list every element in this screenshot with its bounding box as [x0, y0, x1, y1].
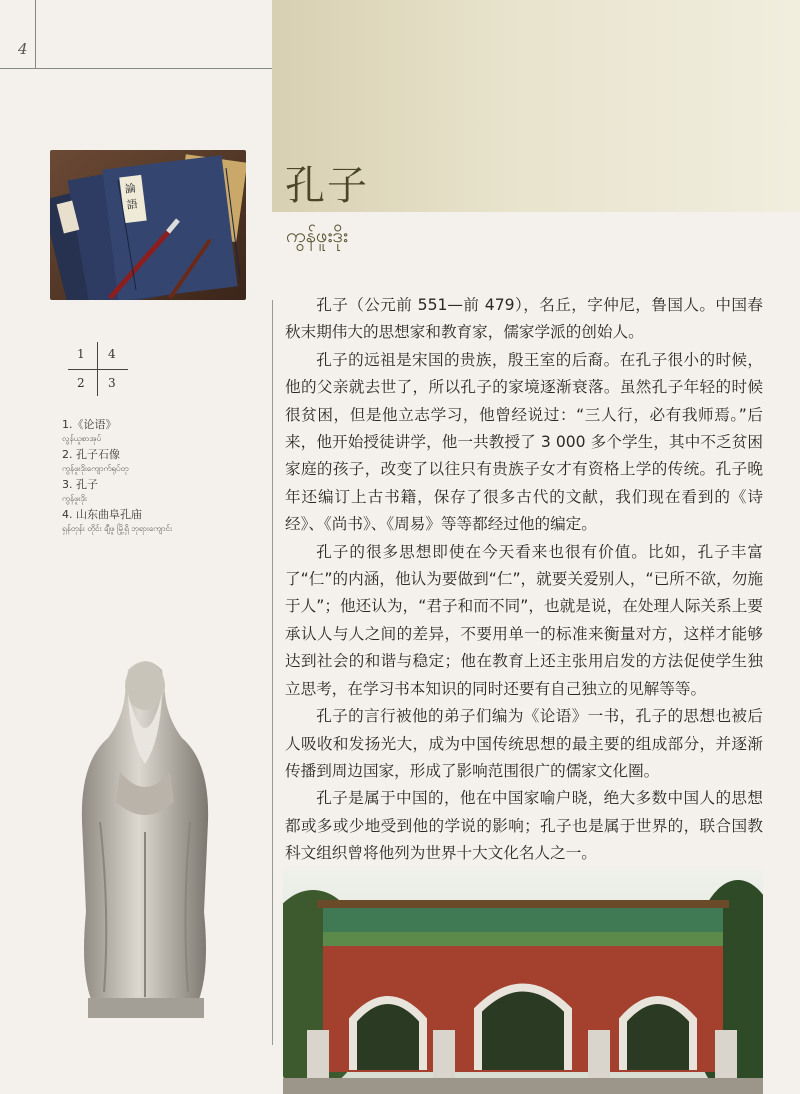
caption-4-my: ရှန်တုန်း တိုင်း ချီဖူ မြို့ရှိ ဘုရားကျောင်း: [62, 524, 173, 533]
column-divider: [272, 300, 273, 1045]
caption-4-zh: 4. 山东曲阜孔庙: [62, 508, 142, 521]
figure-index-grid: [68, 340, 128, 398]
caption-2-zh: 2. 孔子石像: [62, 448, 120, 461]
caption-1-zh: 1.《论语》: [62, 418, 117, 431]
page-subtitle-burmese: ကွန်ဖူးဒိုး: [286, 223, 348, 247]
confucius-temple-gate-photo: [283, 870, 763, 1094]
article-body: [285, 292, 763, 868]
grid-cell-3: 3: [108, 376, 116, 390]
paragraph-5: 孔子是属于中国的，他在中国家喻户晓，绝大多数中国人的思想都或多或少地受到他的学说的影响；孔子也是属于世界的，联合国教科文组织曾将他列为世界十大文化名人之一。: [285, 789, 763, 863]
page-number: 4: [18, 40, 28, 58]
grid-horizontal-line: [68, 369, 128, 370]
paragraph-3: 孔子的很多思想即使在今天看来也很有价值。比如，孔子丰富了“仁”的内涵，他认为要做到“仁”，就要关爱别人，“已所不欲，勿施于人”；他还认为，“君子和而不同”，也就是说，在处理人际关系上要承认人与人之间的差异，不要用单一的标准来衡量对方，这样才能够达到社会的和谐与稳定；他在教育上还主张用启发的方法促使学生独立思考，在学习书本知识的同时还要有自己独立的见解等等。: [285, 542, 763, 698]
top-vertical-rule: [35, 0, 36, 68]
top-horizontal-rule: [0, 68, 272, 69]
grid-cell-2: 2: [77, 376, 85, 390]
paragraph-4: 孔子的言行被他的弟子们编为《论语》一书，孔子的思想也被后人吸收和发扬光大，成为中国传统思想的最主要的组成部分，并逐渐传播到周边国家，形成了影响范围很广的儒家文化圈。: [285, 707, 763, 780]
caption-1-my: လွန်ယူစာအုပ်: [62, 434, 102, 443]
svg-text:論: 論: [123, 181, 137, 196]
page-title: 孔子: [285, 163, 369, 209]
grid-cell-4: 4: [108, 347, 116, 361]
paragraph-2: 孔子的远祖是宋国的贵族，殷王室的后裔。在孔子很小的时候，他的父亲就去世了，所以孔子的家境逐渐衰落。虽然孔子年轻的时候很贫困，但是他立志学习，他曾经说过：“三人行，必有我师焉。”后来，他开始授徒讲学，他一共教授了 3 000 多个学生，其中不乏贫困家庭的孩子，改变了以往只有贵族子女才有资格上学的传统。孔子晚年还编订上古书籍，保存了很多古代的文献，我们现在看到的《诗经》、《尚书》、《周易》等等都经过他的编定。: [285, 350, 763, 534]
caption-2-my: ကွန်ဖူးဒိုးကျောက်ရုပ်တု: [62, 464, 129, 473]
analects-book-photo: [50, 150, 246, 300]
caption-3-zh: 3. 孔子: [62, 478, 98, 491]
paragraph-1: 孔子（公元前 551—前 479），名丘，字仲尼，鲁国人。中国春秋末期伟大的思想家和教育家，儒家学派的创始人。: [285, 296, 763, 342]
figure-captions: [62, 418, 272, 538]
caption-3-my: ကွန်ဖူးဒိုး: [62, 494, 87, 503]
grid-cell-1: 1: [77, 347, 85, 361]
confucius-statue-photo: [70, 652, 220, 1024]
svg-text:語: 語: [125, 197, 139, 212]
